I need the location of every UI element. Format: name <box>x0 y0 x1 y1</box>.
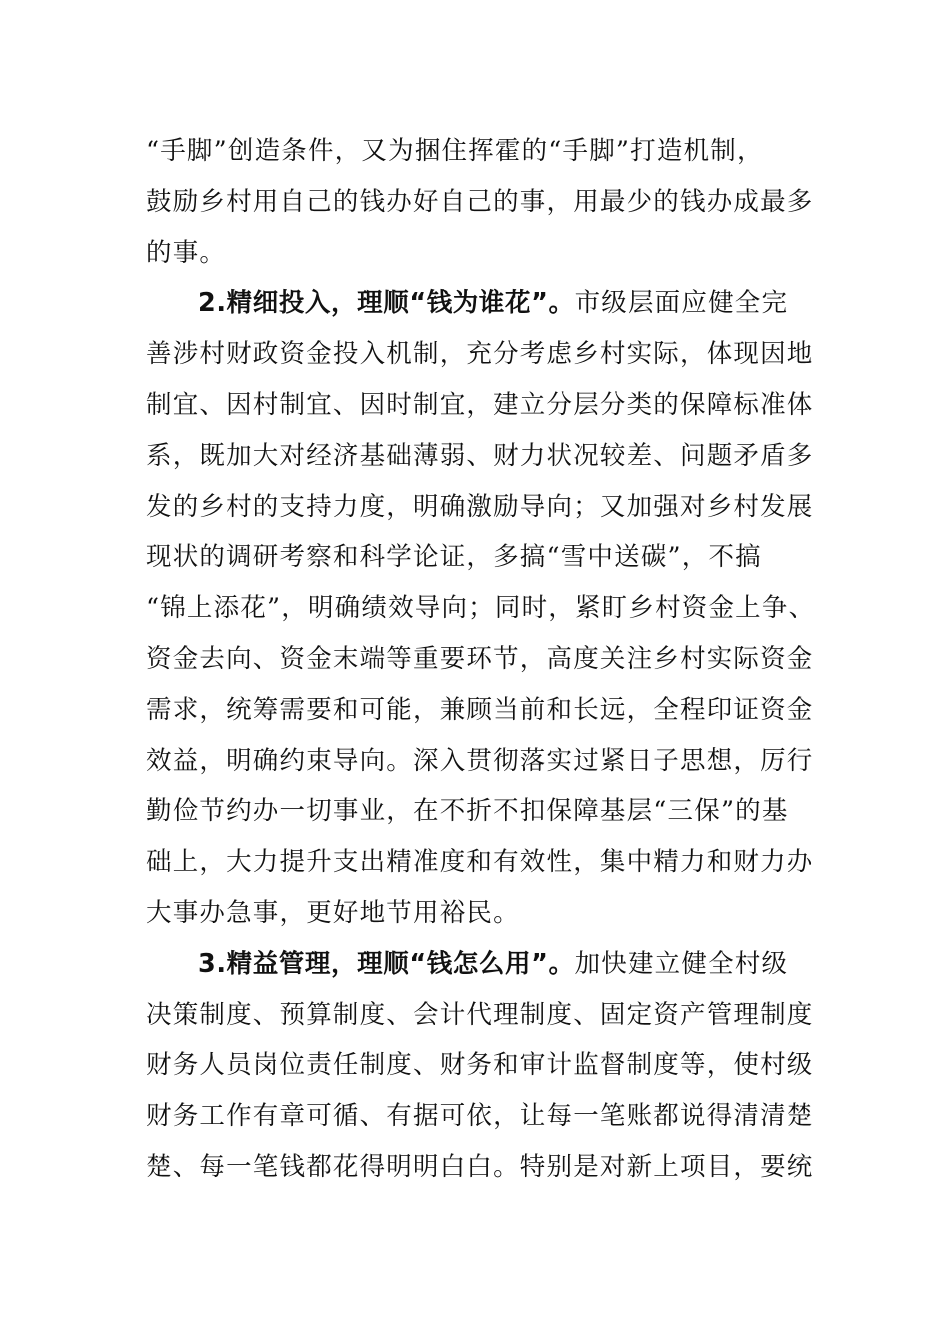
text-line: 财务工作有章可循、有据可依，让每一笔账都说得清清楚 <box>146 1101 814 1132</box>
text-line: 制宜、因村制宜、因时制宜，建立分层分类的保障标准体 <box>146 389 814 420</box>
text-line: 础上，大力提升支出精准度和有效性，集中精力和财力办 <box>146 847 814 878</box>
text-run: 加快建立健全村级 <box>574 948 789 979</box>
text-line: 需求，统筹需要和可能，兼顾当前和长远，全程印证资金 <box>146 694 814 725</box>
text-line: 发的乡村的支持力度，明确激励导向；又加强对乡村发展 <box>146 491 814 522</box>
text-line: 善涉村财政资金投入机制，充分考虑乡村实际，体现因地 <box>146 339 814 370</box>
section-2-first-line <box>146 278 810 329</box>
text-line: 系，既加大对经济基础薄弱、财力状况较差、问题矛盾多 <box>146 440 814 471</box>
text-line: 楚、每一笔钱都花得明明白白。特别是对新上项目，要统 <box>146 1151 814 1182</box>
section-3-heading: 3.精益管理，理顺“钱怎么用”。 <box>198 948 575 979</box>
text-line: 的事。 <box>146 237 227 268</box>
text-line: “手脚”创造条件，又为捆住挥霍的“手脚”打造机制， <box>146 136 764 166</box>
text-line: 现状的调研考察和科学论证，多搞“雪中送碳”，不搞 <box>146 542 762 573</box>
text-line: 鼓励乡村用自己的钱办好自己的事，用最少的钱办成最多 <box>146 186 814 217</box>
document-body <box>146 126 816 1193</box>
text-line: 效益，明确约束导向。深入贯彻落实过紧日子思想，厉行 <box>146 745 814 776</box>
text-line: “锦上添花”，明确绩效导向；同时，紧盯乡村资金上争、 <box>146 593 816 624</box>
text-line: 决策制度、预算制度、会计代理制度、固定资产管理制度 <box>146 999 814 1030</box>
text-line: 资金去向、资金末端等重要环节，高度关注乡村实际资金 <box>146 643 814 674</box>
section-3-first-line <box>146 939 810 990</box>
text-line: 勤俭节约办一切事业，在不折不扣保障基层“三保”的基 <box>146 796 789 827</box>
text-line: 财务人员岗位责任制度、财务和审计监督制度等，使村级 <box>146 1050 814 1081</box>
text-line: 大事办急事，更好地节用裕民。 <box>146 897 520 928</box>
section-2-heading: 2.精细投入，理顺“钱为谁花”。 <box>198 288 575 319</box>
text-run: 市级层面应健全完 <box>574 288 789 319</box>
